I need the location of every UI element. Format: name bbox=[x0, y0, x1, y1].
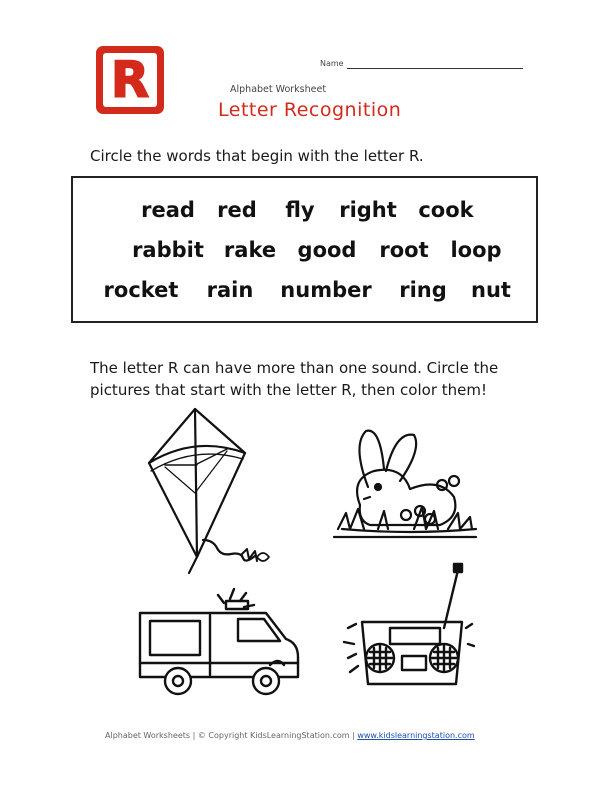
letter-logo-text: R bbox=[110, 51, 150, 109]
word-row bbox=[73, 278, 536, 308]
word[interactable]: cook bbox=[418, 198, 474, 222]
word[interactable]: loop bbox=[450, 238, 502, 262]
word-row bbox=[73, 238, 536, 268]
word[interactable]: right bbox=[339, 198, 397, 222]
kite-icon[interactable] bbox=[145, 405, 280, 580]
rabbit-icon[interactable] bbox=[330, 425, 480, 550]
footer bbox=[105, 731, 475, 740]
radio-icon[interactable] bbox=[340, 560, 475, 690]
worksheet-subtitle: Alphabet Worksheet bbox=[230, 84, 327, 95]
ambulance-icon[interactable] bbox=[130, 585, 310, 700]
word[interactable]: rake bbox=[223, 238, 277, 262]
name-label: Name bbox=[320, 59, 344, 68]
word[interactable]: number bbox=[280, 278, 372, 302]
word-box bbox=[71, 176, 538, 323]
name-line bbox=[347, 68, 523, 69]
word[interactable]: ring bbox=[399, 278, 447, 302]
letter-logo-inner bbox=[103, 53, 157, 107]
footer-link[interactable]: www.kidslearningstation.com bbox=[357, 731, 475, 740]
word[interactable]: rabbit bbox=[132, 238, 204, 262]
footer-text: Alphabet Worksheets | © Copyright KidsLearningStation.com | bbox=[105, 731, 358, 740]
page-title: Letter Recognition bbox=[218, 99, 402, 121]
word[interactable]: red bbox=[217, 198, 257, 222]
word[interactable]: fly bbox=[285, 198, 315, 222]
word[interactable]: read bbox=[141, 198, 195, 222]
word-instructions: Circle the words that begin with the letter R. bbox=[90, 147, 424, 165]
picture-instructions: The letter R can have more than one sound. Circle the pictures that start with the letter R, then color them! bbox=[90, 359, 499, 399]
word-row bbox=[73, 198, 536, 228]
word[interactable]: rain bbox=[206, 278, 254, 302]
word[interactable]: good bbox=[297, 238, 357, 262]
letter-logo bbox=[96, 46, 164, 114]
word[interactable]: nut bbox=[471, 278, 511, 302]
word[interactable]: root bbox=[379, 238, 429, 262]
word[interactable]: rocket bbox=[103, 278, 179, 302]
